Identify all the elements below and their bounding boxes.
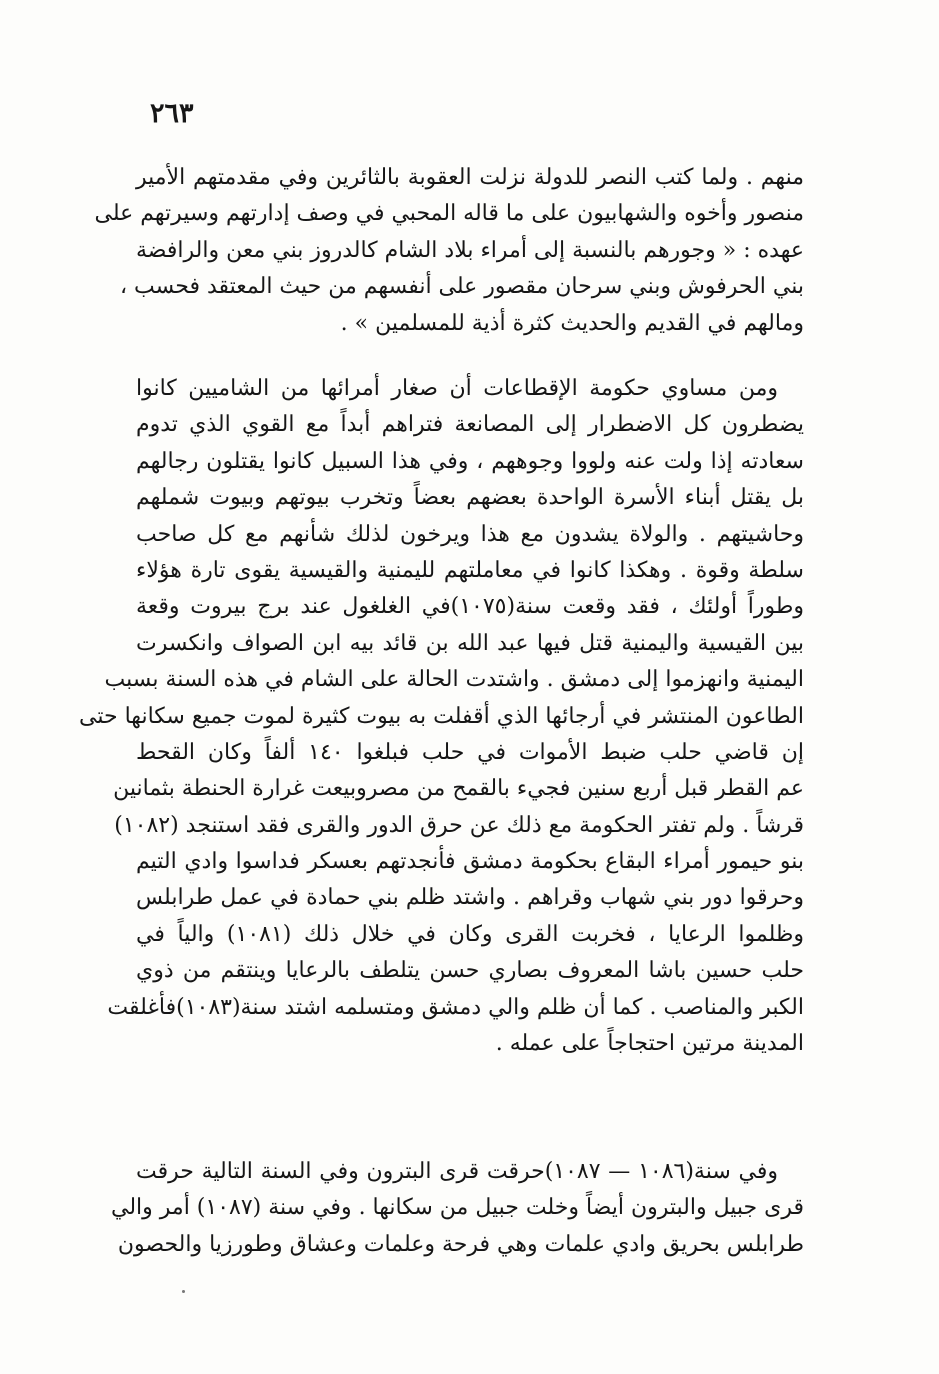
page-number: ٢٦٣ [150, 98, 194, 129]
text-line: عم القطر قبل أربع سنين فجيء بالقمح من مصروبيعت غرارة الحنطة بثمانين [113, 776, 804, 802]
text-line: المدينة مرتين احتجاجاً على عمله . [495, 1031, 804, 1057]
text-line: حلب حسين باشا المعروف بصاري حسن يتلطف بالرعايا وينتقم من ذوي [136, 958, 804, 984]
text-line: وحاشيتهم . والولاة يشدون مع هذا ويرخون لذلك شأنهم مع كل صاحب [136, 521, 804, 547]
paragraph-3 [111, 1154, 804, 1263]
text-line: يضطرون كل الاضطرار إلى المصانعة فتراهم أبداً مع القوي الذي تدوم [136, 412, 804, 438]
ink-speck [182, 1290, 185, 1293]
text-line: وظلموا الرعايا ، فخربت القرى وكان في خلال ذلك (١٠٨١) والياً في [136, 921, 804, 947]
text-line: منهم . ولما كتب النصر للدولة نزلت العقوبة بالثائرين وفي مقدمتهم الأمير [136, 165, 804, 190]
text-line: منصور وأخوه والشهابيون على ما قاله المحبي في وصف إدارتهم وسيرتهم على [94, 201, 804, 227]
text-line: بنو حيمور أمراء البقاع بحكومة دمشق فأنجدتهم بعسكر فداسوا وادي التيم [136, 849, 804, 875]
paragraph-2 [79, 371, 805, 1062]
text-line: بين القيسية واليمنية قتل فيها عبد الله بن قائد بيه ابن الصواف وانكسرت [136, 630, 804, 656]
text-line: وفي سنة(١٠٨٦ — ١٠٨٧)حرقت قرى البترون وفي السنة التالية حرقت [136, 1159, 778, 1184]
text-line: بني الحرفوش وبني سرحان مقصور على أنفسهم من حيث المعتقد فحسب ، [119, 274, 804, 300]
text-line: الكبر والمناصب . كما أن ظلم والي دمشق ومتسلمه اشتد سنة(١٠٨٣)فأغلقت [107, 994, 804, 1020]
text-line: بل يقتل أبناء الأسرة الواحدة بعضهم بعضاً وتخرب بيوتهم وبيوت شملهم [136, 485, 804, 511]
paragraph-1 [94, 160, 804, 342]
text-line: وحرقوا دور بني شهاب وقراهم . واشتد ظلم بني حمادة في عمل طرابلس [136, 885, 804, 911]
text-line: طرابلس بحريق وادي علمات وهي فرحة وعلمات وعشاق وطورزيا والحصون [117, 1231, 804, 1257]
text-line: سلطة وقوة . وهكذا كانوا في معاملتهم لليمنية والقيسية يقوى تارة هؤلاء [136, 557, 804, 583]
text-line: إن قاضي حلب ضبط الأموات في حلب فبلغوا ١٤٠ ألفاً وكان القحط [136, 739, 804, 765]
text-line: اليمنية وانهزموا إلى دمشق . واشتدت الحالة على الشام في هذه السنة بسبب [104, 667, 804, 693]
text-line: ومن مساوي حكومة الإقطاعات أن صغار أمرائها من الشاميين كانوا [136, 376, 778, 401]
text-line: الطاعون المنتشر في أرجائها الذي أقفلت به بيوت كثيرة لموت جميع سكانها حتى [79, 703, 804, 729]
text-line: ومالهم في القديم والحديث كثرة أذية للمسلمين » . [340, 310, 804, 336]
text-line: سعادته إذا ولت عنه ولووا وجوههم ، وفي هذا السبيل كانوا يقتلون رجالهم [136, 448, 804, 474]
text-line: قرى جبيل والبترون أيضاً وخلت جبيل من سكانها . وفي سنة (١٠٨٧) أمر والي [111, 1195, 804, 1221]
text-line: وطوراً أولئك ، فقد وقعت سنة(١٠٧٥)في الغلغول عند برج بيروت وقعة [136, 594, 805, 620]
text-line: عهده : « وجورهم بالنسبة إلى أمراء بلاد الشام كالدروز بني معن والرافضة [136, 237, 804, 263]
text-line: قرشاً . ولم تفتر الحكومة مع ذلك عن حرق الدور والقرى فقد استنجد (١٠٨٢) [114, 812, 804, 838]
